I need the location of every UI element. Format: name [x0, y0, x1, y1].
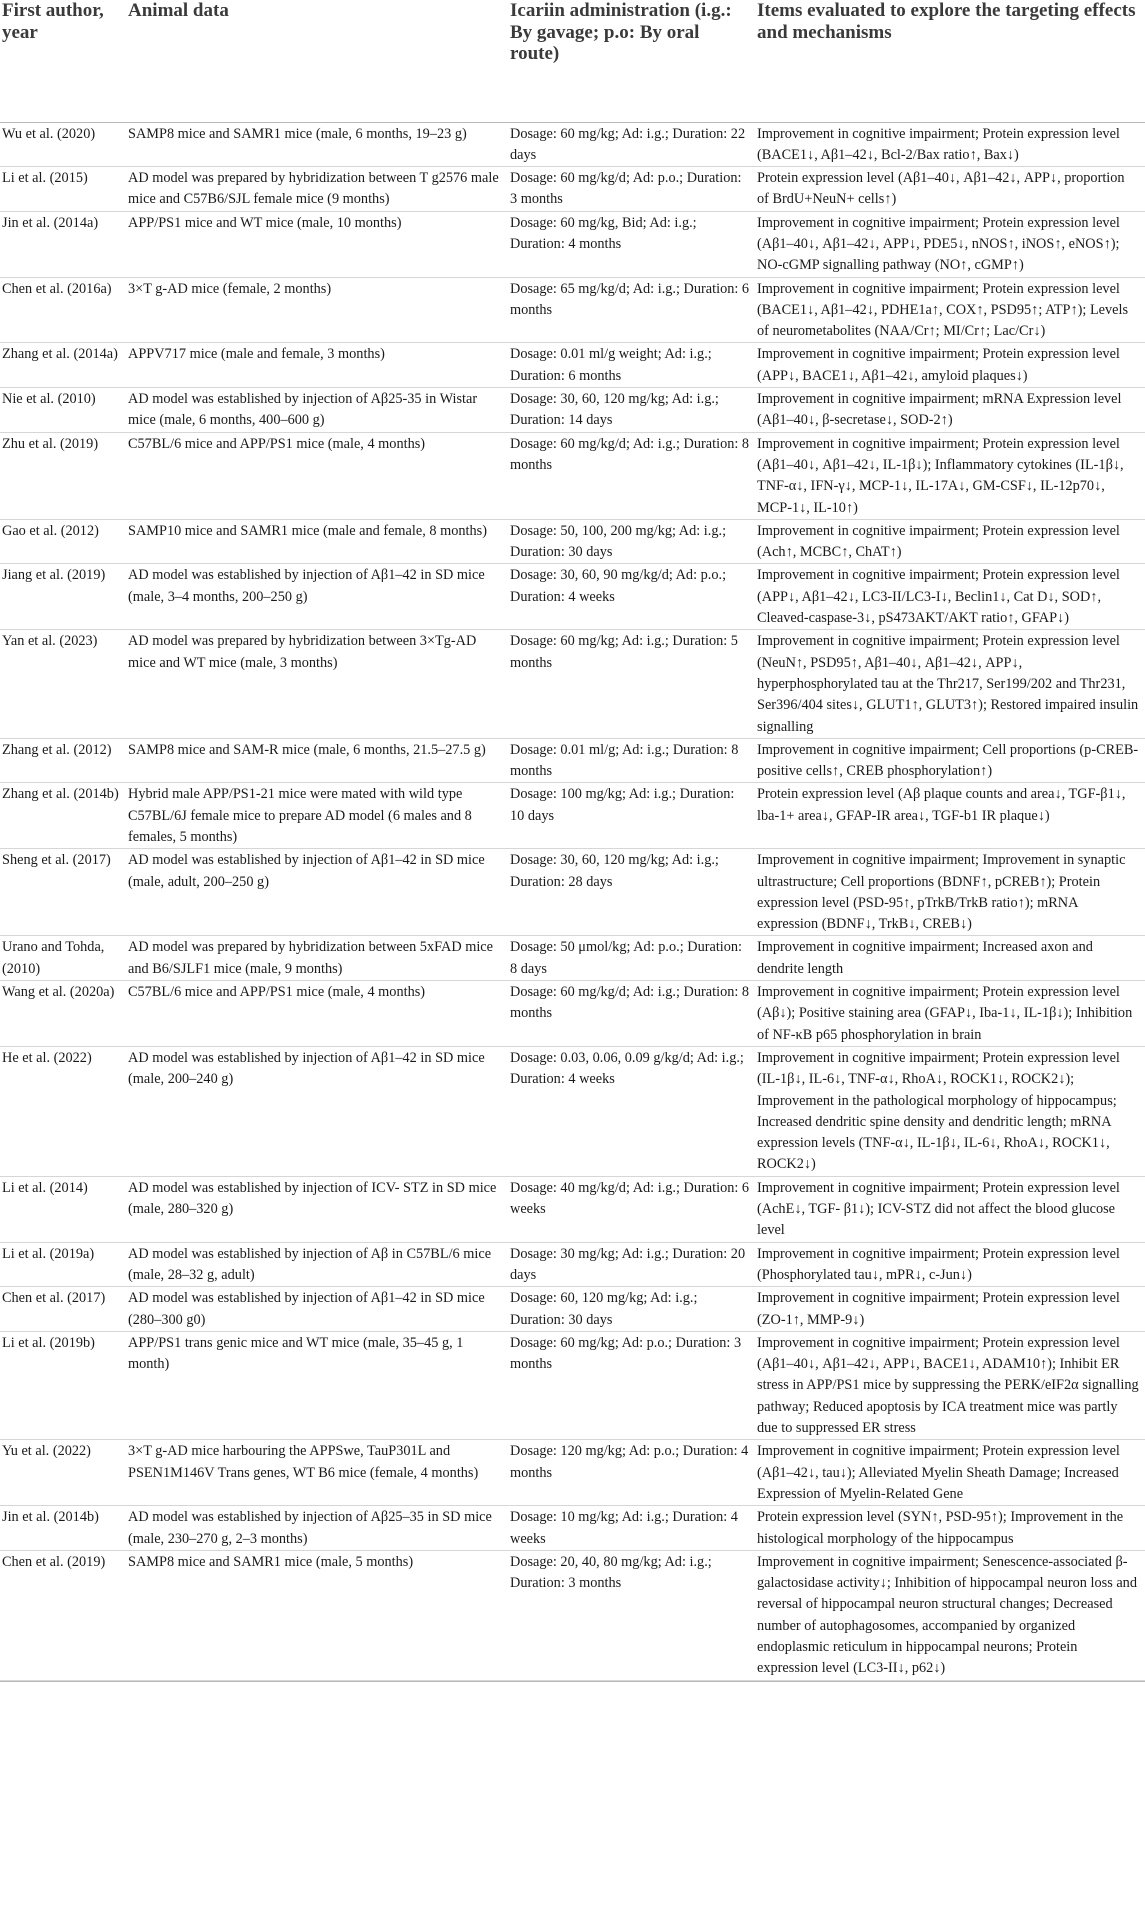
table-row [0, 211, 1145, 277]
table-row [0, 1287, 1145, 1332]
administration-cell: Dosage: 50, 100, 200 mg/kg; Ad: i.g.; Duration: 30 days [510, 519, 757, 564]
items-evaluated-cell: Improvement in cognitive impairment; Protein expression level (BACE1↓, Aβ1–42↓, PDHE1a↑, COX↑, PSD95↑; ATP↑); Levels of neurometabolites (NAA/Cr↑; MI/Cr↑; Lac/Cr↓) [757, 277, 1145, 343]
administration-cell: Dosage: 10 mg/kg; Ad: i.g.; Duration: 4 weeks [510, 1506, 757, 1551]
animal-data-cell: Hybrid male APP/PS1-21 mice were mated with wild type C57BL/6J female mice to prepare AD model (6 males and 8 females, 5 months) [128, 783, 510, 849]
table-body [0, 122, 1145, 1680]
animal-data-cell: SAMP8 mice and SAMR1 mice (male, 6 months, 19–23 g) [128, 122, 510, 167]
animal-data-cell: AD model was established by injection of Aβ1–42 in SD mice (male, 200–240 g) [128, 1046, 510, 1176]
animal-data-cell: AD model was established by injection of Aβ25-35 in Wistar mice (male, 6 months, 400–600 g) [128, 388, 510, 433]
table-row [0, 1331, 1145, 1439]
animal-data-cell: C57BL/6 mice and APP/PS1 mice (male, 4 months) [128, 981, 510, 1047]
animal-data-cell: 3×T g-AD mice (female, 2 months) [128, 277, 510, 343]
author-cell: Zhang et al. (2014b) [0, 783, 128, 849]
items-evaluated-cell: Improvement in cognitive impairment; Protein expression level (Aβ1–40↓, Aβ1–42↓, APP↓, PDE5↓, nNOS↑, iNOS↑, eNOS↑); NO-cGMP signalling pathway (NO↑, cGMP↑) [757, 211, 1145, 277]
table-row [0, 343, 1145, 388]
table-row [0, 738, 1145, 783]
author-cell: He et al. (2022) [0, 1046, 128, 1176]
administration-cell: Dosage: 30, 60, 90 mg/kg/d; Ad: p.o.; Duration: 4 weeks [510, 564, 757, 630]
table-row [0, 432, 1145, 519]
administration-cell: Dosage: 60 mg/kg; Ad: i.g.; Duration: 5 months [510, 630, 757, 738]
header-first-author: First author, year [0, 0, 128, 122]
table-row [0, 981, 1145, 1047]
table-row [0, 167, 1145, 212]
administration-cell: Dosage: 100 mg/kg; Ad: i.g.; Duration: 10 days [510, 783, 757, 849]
items-evaluated-cell: Improvement in cognitive impairment; Protein expression level (Aβ1–40↓, Aβ1–42↓, IL-1β↓); Inflammatory cytokines (IL-1β↓, TNF-α↓, IFN-γ↓, MCP-1↓, IL-17A↓, GM-CSF↓, IL-12p70↓, MCP-1↓, IL-10↑) [757, 432, 1145, 519]
table-row [0, 564, 1145, 630]
items-evaluated-cell: Improvement in cognitive impairment; Protein expression level (Aβ1–42↓, tau↓); Alleviated Myelin Sheath Damage; Increased Expression of Myelin-Related Gene [757, 1440, 1145, 1506]
items-evaluated-cell: Improvement in cognitive impairment; Senescence-associated β-galactosidase activity↓; Inhibition of hippocampal neuron loss and reversal of hippocampal neuron structural changes; Decreased number of autophagosomes, accompanied by organized endoplasmic reticulum in hippocampal neurons; Protein expression level (LC3-II↓, p62↓) [757, 1550, 1145, 1680]
table-row [0, 1176, 1145, 1242]
administration-cell: Dosage: 20, 40, 80 mg/kg; Ad: i.g.; Duration: 3 months [510, 1550, 757, 1680]
items-evaluated-cell: Improvement in cognitive impairment; Increased axon and dendrite length [757, 936, 1145, 981]
author-cell: Li et al. (2014) [0, 1176, 128, 1242]
animal-data-cell: AD model was established by injection of Aβ1–42 in SD mice (male, adult, 200–250 g) [128, 849, 510, 936]
items-evaluated-cell: Improvement in cognitive impairment; Protein expression level (Aβ↓); Positive staining area (GFAP↓, Iba-1↓, IL-1β↓); Inhibition of NF-κB p65 phosphorylation in brain [757, 981, 1145, 1047]
author-cell: Zhang et al. (2012) [0, 738, 128, 783]
header-row [0, 0, 1145, 122]
author-cell: Chen et al. (2017) [0, 1287, 128, 1332]
author-cell: Gao et al. (2012) [0, 519, 128, 564]
administration-cell: Dosage: 0.01 ml/g weight; Ad: i.g.; Duration: 6 months [510, 343, 757, 388]
author-cell: Chen et al. (2019) [0, 1550, 128, 1680]
items-evaluated-cell: Improvement in cognitive impairment; Protein expression level (ZO-1↑, MMP-9↓) [757, 1287, 1145, 1332]
table-row [0, 1046, 1145, 1176]
author-cell: Li et al. (2015) [0, 167, 128, 212]
author-cell: Sheng et al. (2017) [0, 849, 128, 936]
animal-data-cell: AD model was established by injection of Aβ1–42 in SD mice (male, 3–4 months, 200–250 g) [128, 564, 510, 630]
animal-data-cell: C57BL/6 mice and APP/PS1 mice (male, 4 months) [128, 432, 510, 519]
items-evaluated-cell: Improvement in cognitive impairment; Protein expression level (NeuN↑, PSD95↑, Aβ1–40↓, Aβ1–42↓, APP↓, hyperphosphorylated tau at the Thr217, Ser199/202 and Thr231, Ser396/404 sites↓, GLUT1↑, GLUT3↑); Restored impaired insulin signalling [757, 630, 1145, 738]
animal-data-cell: AD model was established by injection of Aβ25–35 in SD mice (male, 230–270 g, 2–3 months) [128, 1506, 510, 1551]
table-row [0, 277, 1145, 343]
author-cell: Zhu et al. (2019) [0, 432, 128, 519]
administration-cell: Dosage: 120 mg/kg; Ad: p.o.; Duration: 4 months [510, 1440, 757, 1506]
administration-cell: Dosage: 60 mg/kg/d; Ad: i.g.; Duration: 8 months [510, 432, 757, 519]
administration-cell: Dosage: 30 mg/kg; Ad: i.g.; Duration: 20 days [510, 1242, 757, 1287]
author-cell: Wang et al. (2020a) [0, 981, 128, 1047]
header-animal-data: Animal data [128, 0, 510, 122]
administration-cell: Dosage: 60 mg/kg, Bid; Ad: i.g.; Duration: 4 months [510, 211, 757, 277]
table-row [0, 783, 1145, 849]
administration-cell: Dosage: 0.03, 0.06, 0.09 g/kg/d; Ad: i.g.; Duration: 4 weeks [510, 1046, 757, 1176]
animal-data-cell: APP/PS1 mice and WT mice (male, 10 months) [128, 211, 510, 277]
items-evaluated-cell: Improvement in cognitive impairment; Protein expression level (Ach↑, MCBC↑, ChAT↑) [757, 519, 1145, 564]
items-evaluated-cell: Improvement in cognitive impairment; mRNA Expression level (Aβ1–40↓, β-secretase↓, SOD-2↑) [757, 388, 1145, 433]
administration-cell: Dosage: 60, 120 mg/kg; Ad: i.g.; Duration: 30 days [510, 1287, 757, 1332]
administration-cell: Dosage: 60 mg/kg; Ad: i.g.; Duration: 22 days [510, 122, 757, 167]
items-evaluated-cell: Improvement in cognitive impairment; Improvement in synaptic ultrastructure; Cell proportions (BDNF↑, pCREB↑); Protein expression level (PSD-95↑, pTrkB/TrkB ratio↑); mRNA expression (BDNF↓, TrkB↓, CREB↓) [757, 849, 1145, 936]
items-evaluated-cell: Improvement in cognitive impairment; Protein expression level (APP↓, BACE1↓, Aβ1–42↓, amyloid plaques↓) [757, 343, 1145, 388]
animal-data-cell: AD model was prepared by hybridization between 3×Tg-AD mice and WT mice (male, 3 months) [128, 630, 510, 738]
table-row [0, 1440, 1145, 1506]
items-evaluated-cell: Improvement in cognitive impairment; Cell proportions (p-CREB-positive cells↑, CREB phosphorylation↑) [757, 738, 1145, 783]
administration-cell: Dosage: 60 mg/kg/d; Ad: i.g.; Duration: 8 months [510, 981, 757, 1047]
animal-data-cell: AD model was prepared by hybridization between T g2576 male mice and C57B6/SJL female mice (9 months) [128, 167, 510, 212]
author-cell: Jin et al. (2014b) [0, 1506, 128, 1551]
animal-data-cell: 3×T g-AD mice harbouring the APPSwe, TauP301L and PSEN1M146V Trans genes, WT B6 mice (female, 4 months) [128, 1440, 510, 1506]
animal-data-cell: AD model was established by injection of Aβ in C57BL/6 mice (male, 28–32 g, adult) [128, 1242, 510, 1287]
items-evaluated-cell: Improvement in cognitive impairment; Protein expression level (IL-1β↓, IL-6↓, TNF-α↓, RhoA↓, ROCK1↓, ROCK2↓); Improvement in the pathological morphology of hippocampus; Increased dendritic spine density and dendritic length; mRNA expression levels (TNF-α↓, IL-1β↓, IL-6↓, RhoA↓, ROCK1↓, ROCK2↓) [757, 1046, 1145, 1176]
author-cell: Nie et al. (2010) [0, 388, 128, 433]
author-cell: Jiang et al. (2019) [0, 564, 128, 630]
animal-data-cell: SAMP8 mice and SAM-R mice (male, 6 months, 21.5–27.5 g) [128, 738, 510, 783]
animal-data-cell: SAMP8 mice and SAMR1 mice (male, 5 months) [128, 1550, 510, 1680]
items-evaluated-cell: Improvement in cognitive impairment; Protein expression level (APP↓, Aβ1–42↓, LC3-II/LC3-I↓, Beclin1↓, Cat D↓, SOD↑, Cleaved-caspase-3↓, pS473AKT/AKT ratio↑, GFAP↓) [757, 564, 1145, 630]
table-row [0, 1550, 1145, 1680]
header-icariin-administration: Icariin administration (i.g.: By gavage; p.o: By oral route) [510, 0, 757, 122]
author-cell: Jin et al. (2014a) [0, 211, 128, 277]
administration-cell: Dosage: 50 μmol/kg; Ad: p.o.; Duration: 8 days [510, 936, 757, 981]
table-row [0, 936, 1145, 981]
items-evaluated-cell: Protein expression level (SYN↑, PSD-95↑); Improvement in the histological morphology of the hippocampus [757, 1506, 1145, 1551]
table-header [0, 0, 1145, 122]
table-row [0, 630, 1145, 738]
items-evaluated-cell: Protein expression level (Aβ1–40↓, Aβ1–42↓, APP↓, proportion of BrdU+NeuN+ cells↑) [757, 167, 1145, 212]
animal-data-cell: SAMP10 mice and SAMR1 mice (male and female, 8 months) [128, 519, 510, 564]
author-cell: Urano and Tohda, (2010) [0, 936, 128, 981]
table-row [0, 849, 1145, 936]
author-cell: Yan et al. (2023) [0, 630, 128, 738]
table-row [0, 388, 1145, 433]
author-cell: Wu et al. (2020) [0, 122, 128, 167]
animal-data-cell: AD model was prepared by hybridization between 5xFAD mice and B6/SJLF1 mice (male, 9 months) [128, 936, 510, 981]
author-cell: Li et al. (2019b) [0, 1331, 128, 1439]
table-row [0, 122, 1145, 167]
animal-data-cell: APPV717 mice (male and female, 3 months) [128, 343, 510, 388]
animal-data-cell: AD model was established by injection of ICV- STZ in SD mice (male, 280–320 g) [128, 1176, 510, 1242]
author-cell: Zhang et al. (2014a) [0, 343, 128, 388]
table-row [0, 1506, 1145, 1551]
table-bottom-rule [0, 1681, 1145, 1682]
header-items-evaluated: Items evaluated to explore the targeting effects and mechanisms [757, 0, 1145, 122]
table-row [0, 519, 1145, 564]
items-evaluated-cell: Improvement in cognitive impairment; Protein expression level (AchE↓, TGF- β1↓); ICV-STZ did not affect the blood glucose level [757, 1176, 1145, 1242]
administration-cell: Dosage: 40 mg/kg/d; Ad: i.g.; Duration: 6 weeks [510, 1176, 757, 1242]
administration-cell: Dosage: 60 mg/kg/d; Ad: p.o.; Duration: 3 months [510, 167, 757, 212]
table-row [0, 1242, 1145, 1287]
items-evaluated-cell: Improvement in cognitive impairment; Protein expression level (Aβ1–40↓, Aβ1–42↓, APP↓, BACE1↓, ADAM10↑); Inhibit ER stress in APP/PS1 mice by suppressing the PERK/eIF2α signalling pathway; Reduced apoptosis by ICA treatment mice was partly due to suppressed ER stress [757, 1331, 1145, 1439]
administration-cell: Dosage: 65 mg/kg/d; Ad: i.g.; Duration: 6 months [510, 277, 757, 343]
author-cell: Chen et al. (2016a) [0, 277, 128, 343]
items-evaluated-cell: Improvement in cognitive impairment; Protein expression level (Phosphorylated tau↓, mPR↓, c-Jun↓) [757, 1242, 1145, 1287]
author-cell: Li et al. (2019a) [0, 1242, 128, 1287]
administration-cell: Dosage: 30, 60, 120 mg/kg; Ad: i.g.; Duration: 14 days [510, 388, 757, 433]
administration-cell: Dosage: 0.01 ml/g; Ad: i.g.; Duration: 8 months [510, 738, 757, 783]
administration-cell: Dosage: 30, 60, 120 mg/kg; Ad: i.g.; Duration: 28 days [510, 849, 757, 936]
animal-data-cell: AD model was established by injection of Aβ1–42 in SD mice (280–300 g0) [128, 1287, 510, 1332]
administration-cell: Dosage: 60 mg/kg; Ad: p.o.; Duration: 3 months [510, 1331, 757, 1439]
animal-data-cell: APP/PS1 trans genic mice and WT mice (male, 35–45 g, 1 month) [128, 1331, 510, 1439]
items-evaluated-cell: Protein expression level (Aβ plaque counts and area↓, TGF-β1↓, lba-1+ area↓, GFAP-IR area↓, TGF-b1 IR plaque↓) [757, 783, 1145, 849]
items-evaluated-cell: Improvement in cognitive impairment; Protein expression level (BACE1↓, Aβ1–42↓, Bcl-2/Bax ratio↑, Bax↓) [757, 122, 1145, 167]
author-cell: Yu et al. (2022) [0, 1440, 128, 1506]
